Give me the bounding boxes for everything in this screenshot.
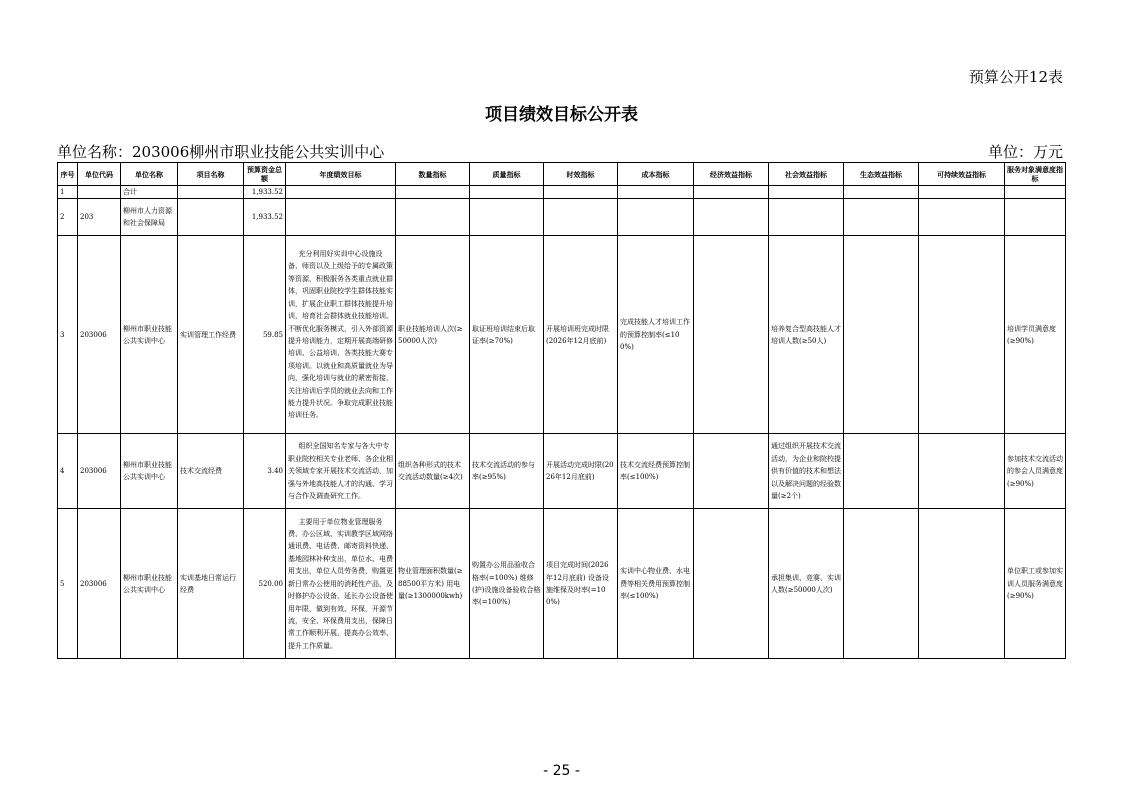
table-row xyxy=(58,434,1066,509)
cell-goal: 主要用于单位物业管理服务费、办公区域、实训教学区域网络通讯费、电话费、邮寄资料快递、基地园林补种支出，单位水、电费用支出，单位人员劳务费，购置更新日常办公使用的消耗性产品，及时修护办公设备，延长办公设备使用年限，做到有效、环保，开源节流，安全、环保费用支出，保障日常工作顺利开展，提高办公效率、提升工作质量。 xyxy=(286,509,396,659)
column-header: 数量指标 xyxy=(396,163,470,186)
cell-quality: 购置办公用品验收合格率(=100%) 维修(护)设施设备验收合格率(=100%) xyxy=(470,509,544,659)
cell-amount: 3.40 xyxy=(244,434,286,509)
cell-unit: 柳州市人力资源和社会保障局 xyxy=(121,199,178,236)
cell-cost: 完成技能人才培训工作的预算控制率(≤100%) xyxy=(618,236,694,434)
cell-amount: 1,933.52 xyxy=(244,186,286,199)
cell-quality xyxy=(470,186,544,199)
column-header: 序号 xyxy=(58,163,78,186)
cell-cost: 技术交流经费预算控制率(≤100%) xyxy=(618,434,694,509)
cell-social: 通过组织开展技术交流活动，为企业和院校提供有价值的技术和想法以及解决问题的经验数量(≥2个) xyxy=(769,434,844,509)
cell-goal xyxy=(286,186,396,199)
cell-quantity: 物业管理面积数量(≥88500平方米) 用电量(≥1300000kwh) xyxy=(396,509,470,659)
column-header: 经济效益指标 xyxy=(694,163,769,186)
cell-no: 3 xyxy=(58,236,78,434)
column-header: 单位代码 xyxy=(78,163,121,186)
cell-timeliness: 开展活动完成时限(2026年12月底前) xyxy=(544,434,618,509)
cell-unit: 柳州市职业技能公共实训中心 xyxy=(121,509,178,659)
cell-unit: 柳州市职业技能公共实训中心 xyxy=(121,434,178,509)
cell-amount: 59.85 xyxy=(244,236,286,434)
cell-code: 203 xyxy=(78,199,121,236)
column-header: 成本指标 xyxy=(618,163,694,186)
cell-satisfaction: 培训学员满意度(≥90%) xyxy=(1005,236,1066,434)
cell-no: 2 xyxy=(58,199,78,236)
cell-ecological xyxy=(844,434,919,509)
cell-sustainable xyxy=(919,434,1005,509)
table-row xyxy=(58,186,1066,199)
cell-code: 203006 xyxy=(78,434,121,509)
cell-social: 培养复合型高技能人才培训人数(≥50人) xyxy=(769,236,844,434)
cell-satisfaction: 单位职工或参加实训人员服务满意度(≥90%) xyxy=(1005,509,1066,659)
performance-table xyxy=(57,162,1066,659)
cell-timeliness xyxy=(544,186,618,199)
column-header: 项目名称 xyxy=(178,163,244,186)
column-header: 预算资金总额 xyxy=(244,163,286,186)
cell-sustainable xyxy=(919,186,1005,199)
table-header-row xyxy=(58,163,1066,186)
cell-sustainable xyxy=(919,509,1005,659)
column-header: 时效指标 xyxy=(544,163,618,186)
cell-quality: 技术交流活动的参与率(≥95%) xyxy=(470,434,544,509)
cell-cost xyxy=(618,186,694,199)
cell-no: 4 xyxy=(58,434,78,509)
cell-code: 203006 xyxy=(78,236,121,434)
cell-timeliness: 项目完成时间(2026年12月底前) 设备设施维保及时率(=100%) xyxy=(544,509,618,659)
cell-timeliness xyxy=(544,199,618,236)
column-header: 单位名称 xyxy=(121,163,178,186)
currency-unit: 单位：万元 xyxy=(987,143,1063,161)
cell-ecological xyxy=(844,186,919,199)
column-header: 年度绩效目标 xyxy=(286,163,396,186)
cell-unit: 柳州市职业技能公共实训中心 xyxy=(121,236,178,434)
cell-social xyxy=(769,199,844,236)
cell-cost: 实训中心物业费、水电费等相关费用预算控制率(≤100%) xyxy=(618,509,694,659)
cell-economic xyxy=(694,236,769,434)
cell-project: 技术交流经费 xyxy=(178,434,244,509)
cell-quality: 取证班培训结束后取证率(≥70%) xyxy=(470,236,544,434)
column-header: 可持续效益指标 xyxy=(919,163,1005,186)
cell-satisfaction: 参加技术交流活动的参会人员满意度(≥90%) xyxy=(1005,434,1066,509)
cell-goal: 充分利用好实训中心设施设备、师资以及上级给予的专属政策等资源，积极服务各类重点就业群体，巩固职业院校学生群体技能实训，扩展企业职工群体技能提升培训，培育社会群体就业技能培训。不断优化服务模式，引入外部资源提升培训能力，定期开展高端研修培训、公益培训、各类技能大赛专项培训。以就业和高质量就业为导向，强化培训与就业的紧密衔接，关注培训后学员的就业去向和工作能力提升状况。争取完成职业技能培训任务。 xyxy=(286,236,396,434)
unit-name: 单位名称：203006柳州市职业技能公共实训中心 xyxy=(57,143,385,161)
cell-ecological xyxy=(844,509,919,659)
cell-ecological xyxy=(844,199,919,236)
cell-amount: 1,933.52 xyxy=(244,199,286,236)
table-row xyxy=(58,509,1066,659)
column-header: 服务对象满意度指标 xyxy=(1005,163,1066,186)
cell-goal xyxy=(286,199,396,236)
page-number: - 25 - xyxy=(543,763,580,779)
page-title: 项目绩效目标公开表 xyxy=(485,105,638,125)
cell-economic xyxy=(694,186,769,199)
cell-quantity xyxy=(396,186,470,199)
cell-sustainable xyxy=(919,236,1005,434)
cell-economic xyxy=(694,199,769,236)
column-header: 社会效益指标 xyxy=(769,163,844,186)
cell-satisfaction xyxy=(1005,186,1066,199)
cell-project: 实训基地日常运行经费 xyxy=(178,509,244,659)
cell-economic xyxy=(694,434,769,509)
cell-social xyxy=(769,186,844,199)
cell-no: 5 xyxy=(58,509,78,659)
cell-project: 实训管理工作经费 xyxy=(178,236,244,434)
cell-quantity xyxy=(396,199,470,236)
cell-economic xyxy=(694,509,769,659)
column-header: 生态效益指标 xyxy=(844,163,919,186)
cell-project xyxy=(178,186,244,199)
cell-project xyxy=(178,199,244,236)
table-row xyxy=(58,236,1066,434)
cell-amount: 520.00 xyxy=(244,509,286,659)
cell-code: 203006 xyxy=(78,509,121,659)
cell-code xyxy=(78,186,121,199)
cell-ecological xyxy=(844,236,919,434)
cell-timeliness: 开展培训班完成时限(2026年12月底前) xyxy=(544,236,618,434)
cell-satisfaction xyxy=(1005,199,1066,236)
cell-no: 1 xyxy=(58,186,78,199)
table-row xyxy=(58,199,1066,236)
cell-sustainable xyxy=(919,199,1005,236)
cell-cost xyxy=(618,199,694,236)
cell-quality xyxy=(470,199,544,236)
form-number: 预算公开12表 xyxy=(968,68,1063,86)
cell-unit: 合计 xyxy=(121,186,178,199)
column-header: 质量指标 xyxy=(470,163,544,186)
cell-quantity: 组织各种形式的技术交流活动数量(≥4次) xyxy=(396,434,470,509)
cell-quantity: 职业技能培训人次(≥50000人次) xyxy=(396,236,470,434)
cell-goal: 组织全国知名专家与各大中专职业院校相关专业老师、各企业相关领域专家开展技术交流活动，加强与外地高技能人才的沟通、学习与合作及调查研究工作。 xyxy=(286,434,396,509)
cell-social: 承担集训、竞赛、实训人数(≥50000人次) xyxy=(769,509,844,659)
